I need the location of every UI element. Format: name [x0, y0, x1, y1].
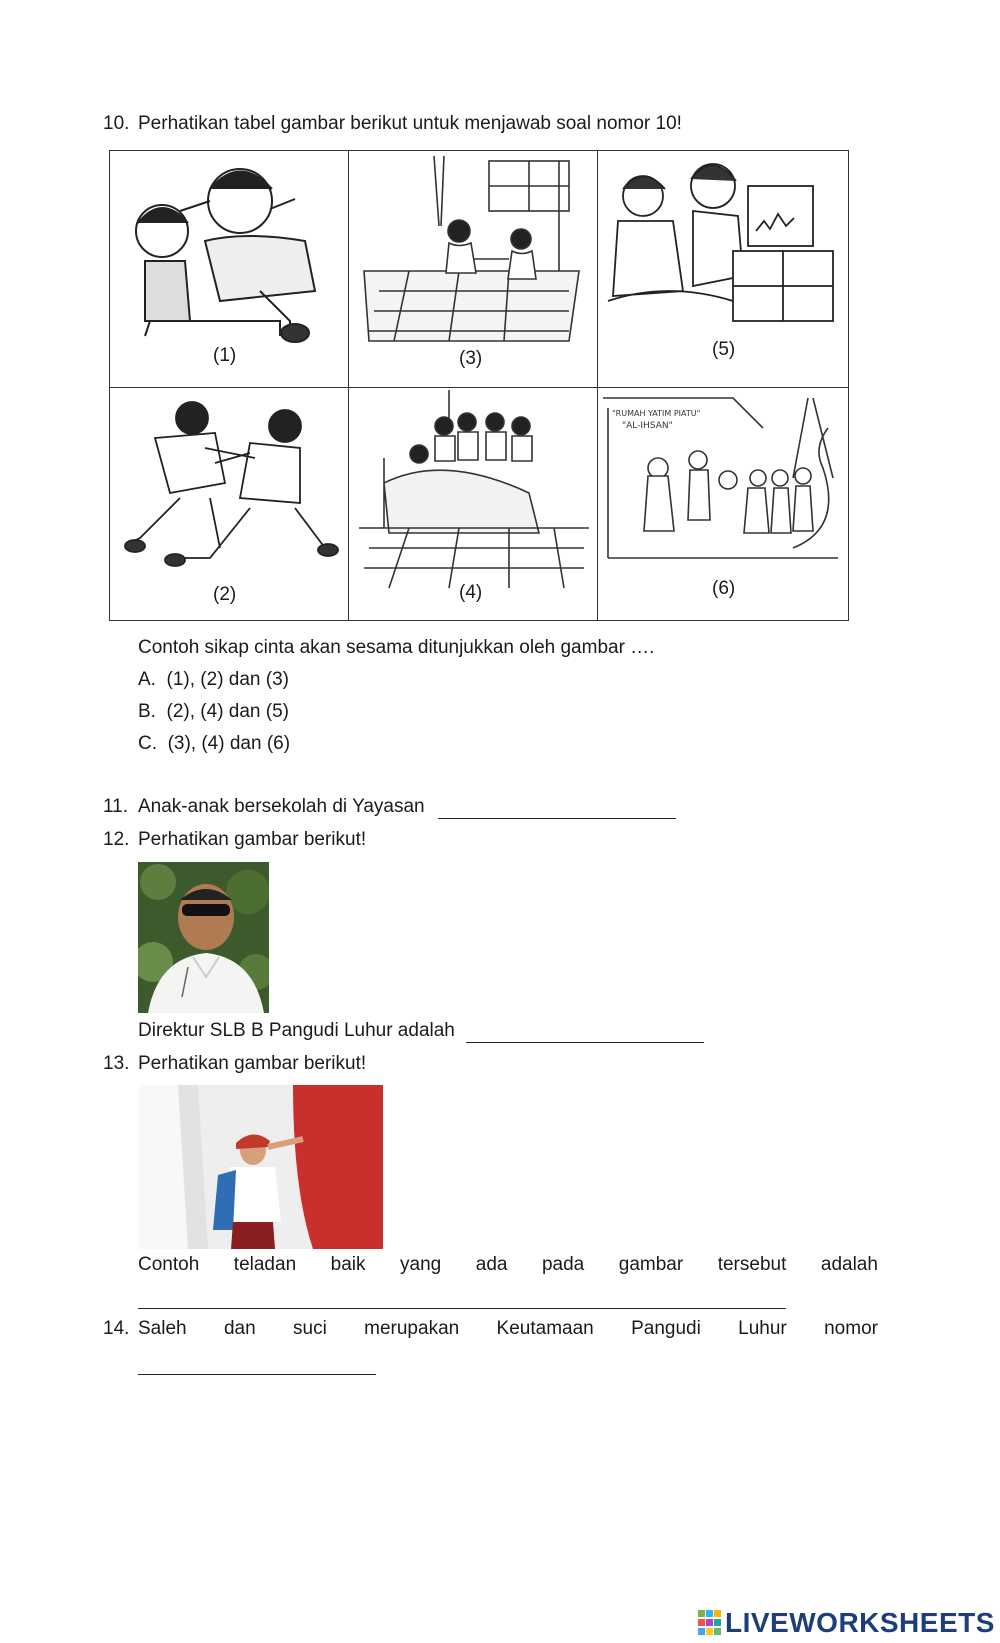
q10-option-b-letter: B. [138, 701, 156, 722]
student-photo [138, 1085, 383, 1249]
picture-label-5: (5) [712, 339, 736, 360]
liveworksheets-logo-icon [698, 1610, 722, 1636]
q13-word: gambar [618, 1254, 684, 1275]
q13-answer-blank[interactable] [138, 1290, 786, 1309]
picture-cell-5 [598, 151, 849, 388]
q10-question: Contoh sikap cinta akan sesama ditunjukkan oleh gambar …. [138, 637, 655, 658]
q13-word: teladan [233, 1254, 297, 1275]
picture-cell-2 [110, 388, 349, 621]
q13-word: ada [475, 1254, 508, 1275]
q10-option-a[interactable] [138, 669, 289, 691]
picture-label-6: (6) [712, 578, 736, 599]
q14-number: 14. [103, 1318, 130, 1339]
director-portrait [138, 862, 269, 1013]
q14-word: dan [223, 1318, 256, 1339]
picture-cell-4 [349, 388, 598, 621]
q11-answer-blank[interactable] [438, 800, 676, 819]
q13-word: yang [400, 1254, 442, 1275]
picture-label-4: (4) [459, 582, 483, 603]
liveworksheets-logo-text: LIVEWORKSHEETS [725, 1607, 995, 1638]
q13-word: adalah [820, 1254, 878, 1275]
liveworksheets-logo [698, 1606, 995, 1640]
q13-word: pada [541, 1254, 585, 1275]
student-greeting-picture [138, 1085, 383, 1249]
q13-word: Contoh [138, 1254, 200, 1275]
q12-number: 12. [103, 829, 130, 850]
director-photo [138, 862, 269, 1013]
q10-prompt: Perhatikan tabel gambar berikut untuk menjawab soal nomor 10! [138, 113, 682, 134]
q10-number: 10. [103, 113, 130, 134]
picture-label-2: (2) [213, 584, 237, 605]
q13-number: 13. [103, 1053, 130, 1074]
q14-word: Pangudi [631, 1318, 701, 1339]
q14-question [138, 1318, 878, 1340]
picture-cell-1 [110, 151, 349, 388]
q14-answer-blank[interactable] [138, 1356, 376, 1375]
q13-word: baik [330, 1254, 366, 1275]
orphanage-sign-line2: "AL-IHSAN" [622, 421, 673, 431]
q10-option-a-letter: A. [138, 669, 156, 690]
picture-cell-6 [598, 388, 849, 621]
q12-answer-blank[interactable] [466, 1024, 704, 1043]
q10-option-c[interactable] [138, 733, 290, 755]
q11-number: 11. [103, 796, 129, 817]
q10-option-b[interactable] [138, 701, 289, 723]
q10-option-a-text: (1), (2) dan (3) [166, 669, 289, 690]
q10-option-c-letter: C. [138, 733, 157, 754]
q14-word: Keutamaan [496, 1318, 594, 1339]
q14-word: suci [293, 1318, 327, 1339]
q10-option-c-text: (3), (4) dan (6) [167, 733, 291, 754]
q13-question [138, 1254, 878, 1276]
q14-word: merupakan [364, 1318, 460, 1339]
picture-table [109, 150, 849, 621]
q13-word: tersebut [717, 1254, 787, 1275]
picture-label-1: (1) [213, 345, 237, 366]
orphanage-sign-line1: "RUMAH YATIM PIATU" [612, 409, 701, 418]
q13-prompt: Perhatikan gambar berikut! [138, 1053, 367, 1074]
q14-word: Saleh [138, 1318, 187, 1339]
q14-word: Luhur [738, 1318, 787, 1339]
picture-label-3: (3) [459, 348, 483, 369]
q12-prompt: Perhatikan gambar berikut! [138, 829, 367, 850]
picture-cell-3 [349, 151, 598, 388]
q12-question: Direktur SLB B Pangudi Luhur adalah [138, 1020, 455, 1041]
q14-word: nomor [824, 1318, 878, 1339]
q11-text: Anak-anak bersekolah di Yayasan [138, 796, 425, 817]
q10-option-b-text: (2), (4) dan (5) [166, 701, 289, 722]
